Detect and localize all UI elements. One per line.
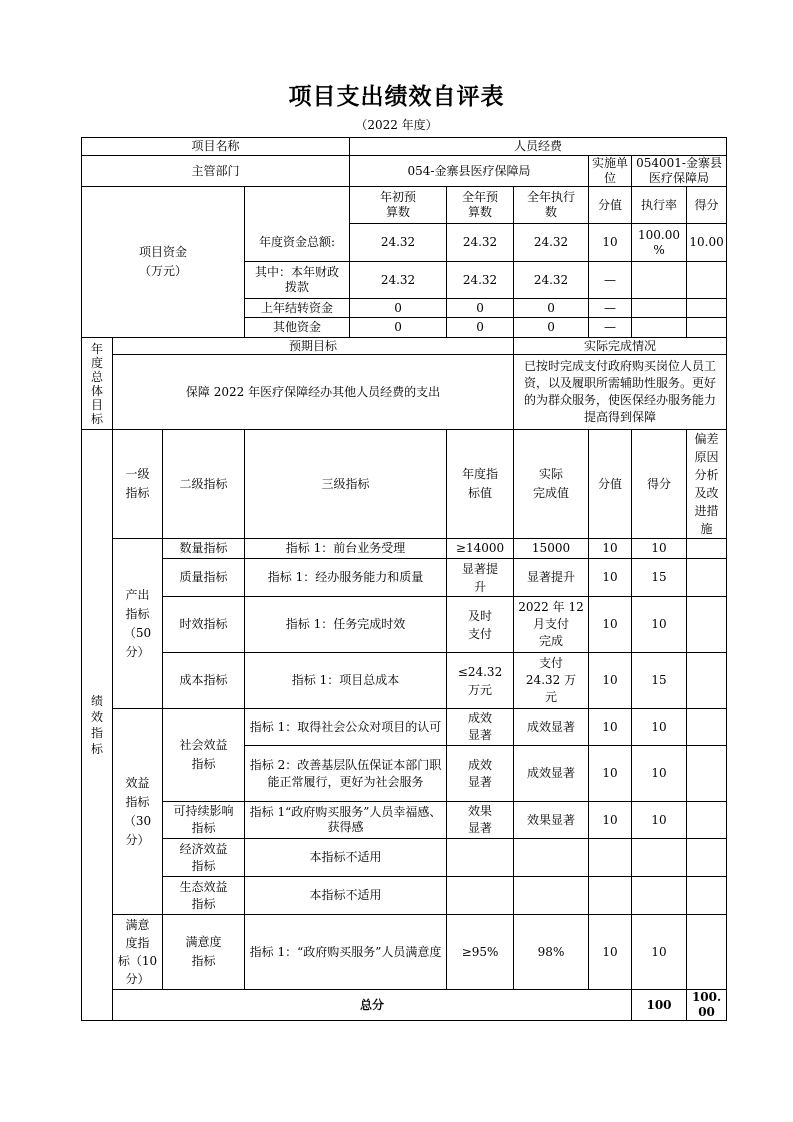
indicator-level2: 满意度 指标 — [163, 915, 245, 990]
funds-initial: 0 — [350, 318, 447, 338]
performance-label: 绩 效 指 标 — [82, 430, 113, 1021]
indicator-target — [447, 877, 514, 915]
header-level1: 一级 指标 — [113, 430, 163, 539]
indicator-level2: 质量指标 — [163, 559, 245, 597]
funds-label: 项目资金 （万元） — [82, 187, 245, 338]
funds-annual: 0 — [447, 318, 514, 338]
indicator-row — [82, 839, 727, 877]
indicator-actual: 98% — [514, 915, 589, 990]
funds-score-value: — — [589, 262, 632, 299]
goals-content-row — [82, 355, 727, 430]
indicator-score-value: 10 — [589, 802, 632, 839]
project-name-value: 人员经费 — [350, 138, 727, 156]
header-target: 年度指 标值 — [447, 430, 514, 539]
indicator-score-value: 10 — [589, 597, 632, 653]
funds-rate: 100.00 % — [632, 224, 687, 262]
department-value: 054-金寨县医疗保障局 — [350, 156, 589, 187]
funds-rate — [632, 262, 687, 299]
indicator-actual — [514, 839, 589, 877]
header-score-value: 分值 — [589, 430, 632, 539]
evaluation-table — [81, 137, 727, 1021]
funds-executed: 0 — [514, 299, 589, 318]
total-score: 100.00 — [687, 990, 727, 1021]
funds-executed: 0 — [514, 318, 589, 338]
indicator-row — [82, 915, 727, 990]
output-label: 产出 指标 （50 分） — [113, 539, 163, 709]
goals-actual: 已按时完成支付政府购买岗位人员工资，以及履职所需辅助性服务。更好的为群众服务，使医保经办服务能力提高得到保障 — [514, 355, 727, 430]
indicator-level2: 经济效益 指标 — [163, 839, 245, 877]
indicator-score: 10 — [632, 597, 687, 653]
indicator-target: 成效 显著 — [447, 709, 514, 746]
goals-actual-header: 实际完成情况 — [514, 338, 727, 355]
funds-header-score-value: 分值 — [589, 187, 632, 224]
indicator-deviation — [687, 597, 727, 653]
indicator-deviation — [687, 559, 727, 597]
indicator-deviation — [687, 839, 727, 877]
funds-score: 10.00 — [687, 224, 727, 262]
funds-score-value: 10 — [589, 224, 632, 262]
funds-score — [687, 318, 727, 338]
indicator-level2: 生态效益 指标 — [163, 877, 245, 915]
header-level2: 二级指标 — [163, 430, 245, 539]
funds-initial: 24.32 — [350, 262, 447, 299]
indicator-level3: 本指标不适用 — [245, 839, 447, 877]
indicator-level3: 指标 1：取得社会公众对项目的认可 — [245, 709, 447, 746]
indicator-score-value — [589, 839, 632, 877]
funds-initial: 24.32 — [350, 224, 447, 262]
goals-label: 年 度 总 体 目 标 — [82, 338, 113, 430]
indicator-score: 10 — [632, 709, 687, 746]
indicator-target: 成效 显著 — [447, 746, 514, 802]
funds-executed: 24.32 — [514, 262, 589, 299]
indicator-score-value — [589, 877, 632, 915]
indicator-deviation — [687, 539, 727, 559]
performance-header-row — [82, 430, 727, 539]
indicator-score: 15 — [632, 653, 687, 709]
indicator-target: 及时 支付 — [447, 597, 514, 653]
indicator-level2: 数量指标 — [163, 539, 245, 559]
project-name-row — [82, 138, 727, 156]
goals-expected: 保障 2022 年医疗保障经办其他人员经费的支出 — [113, 355, 514, 430]
indicator-actual: 2022 年 12 月支付 完成 — [514, 597, 589, 653]
header-actual: 实际 完成值 — [514, 430, 589, 539]
implementer-label: 实施单位 — [589, 156, 632, 187]
header-deviation: 偏差原因 分析及改 进措施 — [687, 430, 727, 539]
indicator-level2: 成本指标 — [163, 653, 245, 709]
funds-row-label: 其中：本年财政 拨款 — [245, 262, 350, 299]
total-score-value: 100 — [632, 990, 687, 1021]
funds-header-annual: 全年预 算数 — [447, 187, 514, 224]
funds-score-value: — — [589, 299, 632, 318]
indicator-level3: 指标 1：任务完成时效 — [245, 597, 447, 653]
goals-header-row — [82, 338, 727, 355]
funds-annual: 24.32 — [447, 262, 514, 299]
indicator-score-value: 10 — [589, 653, 632, 709]
funds-score — [687, 299, 727, 318]
indicator-target: ≥14000 — [447, 539, 514, 559]
indicator-row — [82, 653, 727, 709]
indicator-level2: 时效指标 — [163, 597, 245, 653]
indicator-score: 10 — [632, 802, 687, 839]
funds-executed: 24.32 — [514, 224, 589, 262]
indicator-score — [632, 839, 687, 877]
indicator-level3: 指标 1：项目总成本 — [245, 653, 447, 709]
indicator-actual: 显著提升 — [514, 559, 589, 597]
indicator-row — [82, 802, 727, 839]
department-row — [82, 156, 727, 187]
funds-annual: 24.32 — [447, 224, 514, 262]
indicator-deviation — [687, 746, 727, 802]
page-title: 项目支出绩效自评表 — [288, 84, 505, 110]
funds-annual: 0 — [447, 299, 514, 318]
funds-row-label: 其他资金 — [245, 318, 350, 338]
page-subtitle: （2022 年度） — [355, 118, 438, 132]
funds-header-row — [82, 187, 727, 224]
indicator-score-value: 10 — [589, 559, 632, 597]
indicator-score — [632, 877, 687, 915]
indicator-score-value: 10 — [589, 709, 632, 746]
indicator-deviation — [687, 802, 727, 839]
indicator-actual: 效果显著 — [514, 802, 589, 839]
indicator-actual: 15000 — [514, 539, 589, 559]
funds-row-label: 上年结转资金 — [245, 299, 350, 318]
goals-expected-header: 预期目标 — [113, 338, 514, 355]
indicator-actual: 支付 24.32 万 元 — [514, 653, 589, 709]
indicator-row — [82, 877, 727, 915]
indicator-level3: 指标 1：“政府购买服务”人员满意度 — [245, 915, 447, 990]
indicator-score: 10 — [632, 746, 687, 802]
total-label: 总分 — [113, 990, 632, 1021]
indicator-row — [82, 709, 727, 746]
indicator-target: 效果 显著 — [447, 802, 514, 839]
funds-initial: 0 — [350, 299, 447, 318]
indicator-score: 10 — [632, 539, 687, 559]
funds-header-initial: 年初预 算数 — [350, 187, 447, 224]
funds-header-score: 得分 — [687, 187, 727, 224]
indicator-level2: 社会效益 指标 — [163, 709, 245, 802]
implementer-value: 054001-金寨县医疗保障局 — [632, 156, 727, 187]
header-level3: 三级指标 — [245, 430, 447, 539]
indicator-actual: 成效显著 — [514, 746, 589, 802]
indicator-level3: 本指标不适用 — [245, 877, 447, 915]
indicator-deviation — [687, 709, 727, 746]
funds-score-value: — — [589, 318, 632, 338]
indicator-actual — [514, 877, 589, 915]
department-label: 主管部门 — [82, 156, 350, 187]
indicator-level2: 可持续影响 指标 — [163, 802, 245, 839]
funds-header-executed: 全年执行 数 — [514, 187, 589, 224]
indicator-deviation — [687, 915, 727, 990]
header-score: 得分 — [632, 430, 687, 539]
indicator-score: 15 — [632, 559, 687, 597]
indicator-target: ≤24.32 万元 — [447, 653, 514, 709]
indicator-actual: 成效显著 — [514, 709, 589, 746]
funds-rate — [632, 318, 687, 338]
total-row — [82, 990, 727, 1021]
funds-score — [687, 262, 727, 299]
indicator-target: ≥95% — [447, 915, 514, 990]
indicator-row — [82, 597, 727, 653]
indicator-level3: 指标 1：经办服务能力和质量 — [245, 559, 447, 597]
indicator-score: 10 — [632, 915, 687, 990]
satisfaction-label: 满意 度指 标（10 分） — [113, 915, 163, 990]
indicator-level3: 指标 1：前台业务受理 — [245, 539, 447, 559]
indicator-score-value: 10 — [589, 915, 632, 990]
funds-header-rate: 执行率 — [632, 187, 687, 224]
project-name-label: 项目名称 — [82, 138, 350, 156]
indicator-score-value: 10 — [589, 746, 632, 802]
indicator-level3: 指标 2：改善基层队伍保证本部门职能正常履行，更好为社会服务 — [245, 746, 447, 802]
indicator-deviation — [687, 653, 727, 709]
indicator-target — [447, 839, 514, 877]
indicator-score-value: 10 — [589, 539, 632, 559]
funds-row-label: 年度资金总额: — [245, 224, 350, 262]
indicator-target: 显著提 升 — [447, 559, 514, 597]
funds-rate — [632, 299, 687, 318]
benefit-label: 效益 指标 （30 分） — [113, 709, 163, 915]
indicator-deviation — [687, 877, 727, 915]
indicator-level3: 指标 1“政府购买服务”人员幸福感、获得感 — [245, 802, 447, 839]
indicator-row — [82, 539, 727, 559]
indicator-row — [82, 559, 727, 597]
